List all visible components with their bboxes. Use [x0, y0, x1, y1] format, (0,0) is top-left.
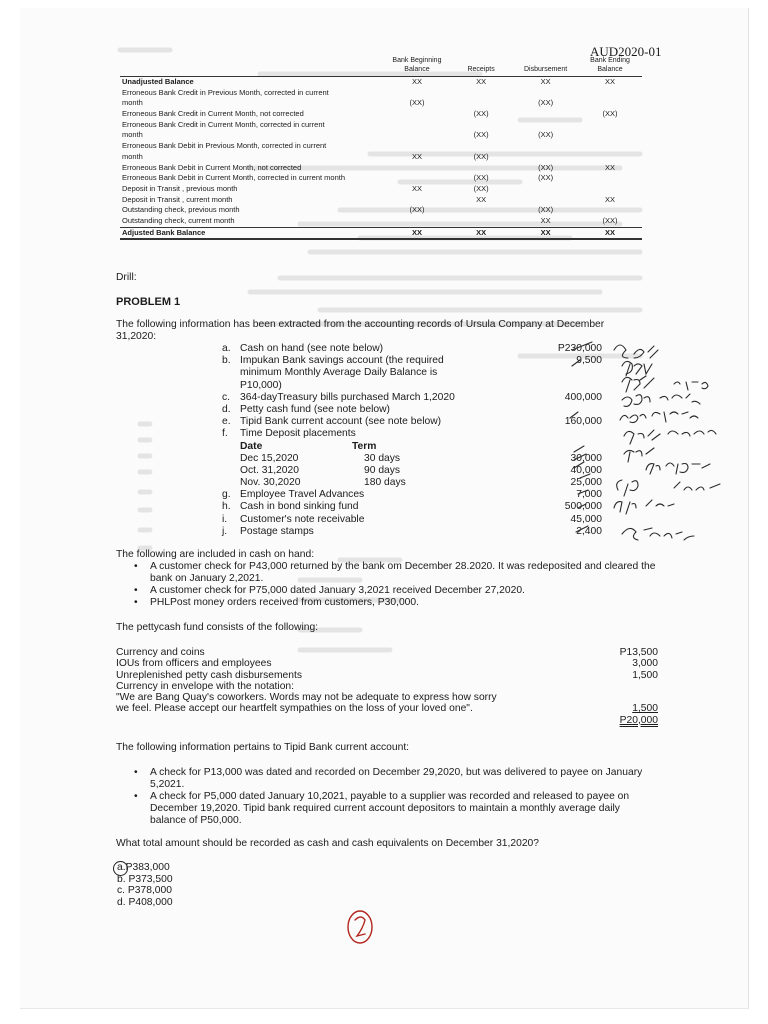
cell	[513, 120, 578, 131]
table-row	[120, 88, 642, 99]
cell	[385, 130, 449, 141]
question: What total amount should be recorded as cash and cash equivalents on December 31,2020?	[116, 838, 540, 849]
table-row	[120, 141, 642, 152]
choice-letter: d.	[117, 897, 126, 909]
list-item: • A check for P5,000 dated January 10,2021, payable to a supplier was recorded and released to payee on December 19,2020. Tipid bank required current account depositors to maintain a monthly average daily balance of P50,000.	[116, 791, 656, 827]
row-label: Erroneous Bank Debit in Current Month, not corrected	[122, 162, 302, 172]
petty-row	[116, 658, 658, 669]
cell: (XX)	[473, 151, 489, 161]
petty-cash-intro: The pettycash fund consists of the following:	[116, 622, 319, 633]
table-row	[120, 77, 642, 88]
item-letter: d.	[222, 403, 231, 415]
bank-reconciliation-table	[120, 56, 642, 240]
red-circled-number	[345, 908, 375, 946]
choice-b[interactable]	[117, 874, 173, 886]
row-label-header	[120, 56, 385, 77]
petty-label: Currency and coins	[116, 647, 205, 658]
petty-cash-list	[116, 647, 658, 726]
item-letter: j.	[222, 525, 228, 537]
cell	[578, 173, 642, 184]
cell: XX	[605, 194, 616, 204]
cell	[385, 173, 449, 184]
item-letter: f.	[222, 428, 228, 440]
petty-amount: 1,500	[632, 703, 658, 715]
term-header: Term	[352, 440, 377, 452]
row-label: Erroneous Bank Credit in Current Month, corrected in current	[122, 119, 325, 129]
cell: XX	[578, 227, 642, 239]
cell: (XX)	[538, 130, 554, 140]
item-label: Impukan Bank savings account (the required	[240, 355, 444, 367]
table-row	[120, 205, 642, 216]
choice-text: P383,000	[125, 862, 170, 873]
item-label: Cash on hand (see note below)	[240, 343, 384, 354]
cell: XX	[513, 227, 578, 239]
cell	[513, 109, 578, 120]
cell: (XX)	[538, 162, 554, 172]
cell	[578, 141, 642, 152]
cash-on-hand-intro: The following are included in cash on hand:	[116, 549, 315, 560]
item-letter: g.	[222, 489, 231, 501]
item-amount: 7,000	[576, 489, 602, 501]
cell: XX	[476, 194, 487, 204]
item-letter: i.	[222, 513, 228, 525]
cell	[513, 152, 578, 163]
deposit-amount: 30,000	[570, 452, 602, 464]
cell	[449, 120, 513, 131]
petty-amount: 3,000	[632, 658, 658, 670]
item-label: Postage stamps	[240, 525, 314, 537]
item-label: 364-dayTreasury bills purchased March 1,2020	[240, 391, 455, 403]
petty-amount: P13,500	[619, 647, 658, 658]
choice-text: P373,500	[128, 873, 173, 885]
check-mark	[572, 342, 592, 350]
item-label: Employee Travel Advances	[240, 489, 365, 501]
cell	[449, 163, 513, 174]
row-label: Erroneous Bank Debit in Current Month, corrected in current month	[122, 173, 346, 183]
cell	[578, 152, 642, 163]
petty-row	[116, 692, 658, 703]
list-item: • A customer check for P43,000 returned by the bank om December 28.2020. It was redeposited and cleared the bank on January 2,2021.	[116, 561, 656, 585]
cell	[449, 141, 513, 152]
problem-intro: The following information has been extracted from the accounting records of Ursula Company at December 31,2020:	[116, 319, 605, 342]
table-row	[120, 152, 642, 163]
item-letter: e.	[222, 416, 231, 428]
cell: XX	[540, 215, 551, 225]
cell: XX	[605, 162, 616, 172]
cell: XX	[385, 77, 449, 88]
cell: (XX)	[473, 130, 489, 140]
petty-total-row	[116, 715, 658, 726]
row-label: Erroneous Bank Credit in Previous Month, corrected in current	[122, 87, 329, 97]
date-header: Date	[240, 440, 263, 452]
item-label: minimum Monthly Average Daily Balance is	[240, 367, 438, 379]
petty-row	[116, 703, 658, 714]
table-row	[120, 216, 642, 227]
cell: (XX)	[538, 205, 554, 215]
row-label: Deposit in Transit , previous month	[122, 183, 238, 193]
choice-letter: c.	[117, 885, 126, 897]
cell	[578, 88, 642, 99]
cell	[578, 98, 642, 109]
cell: (XX)	[602, 215, 618, 225]
choice-letter: b.	[117, 873, 126, 885]
table-row	[120, 195, 642, 206]
row-label: Outstanding check, previous month	[122, 205, 240, 215]
cell: (XX)	[538, 173, 554, 183]
cell	[578, 130, 642, 141]
answer-choices	[117, 862, 173, 909]
cell: (XX)	[473, 183, 489, 193]
cell	[513, 141, 578, 152]
item-amount: 500,000	[564, 501, 602, 513]
item-amount: 45,000	[570, 513, 602, 525]
item-label: Customer's note receivable	[240, 513, 365, 525]
deposit-term: 90 days	[364, 464, 401, 476]
item-label: Time Deposit placements	[240, 428, 356, 440]
table-row	[120, 130, 642, 141]
cell: (XX)	[409, 98, 425, 108]
petty-label: IOUs from officers and employees	[116, 658, 272, 670]
deposit-amount: 40,000	[570, 464, 602, 476]
cell	[513, 195, 578, 206]
cell: (XX)	[473, 109, 489, 119]
deposit-term: 30 days	[364, 452, 401, 464]
choice-text: P378,000	[127, 885, 172, 897]
cell	[578, 184, 642, 195]
petty-row	[116, 647, 658, 658]
list-item: • A customer check for P75,000 dated January 3,2021 received December 27,2020.	[116, 585, 656, 597]
item-letter: c.	[222, 391, 231, 403]
column-header: Receipts	[467, 66, 495, 73]
row-label: Erroneous Bank Debit in Previous Month, corrected in current	[122, 141, 327, 151]
problem-title: PROBLEM 1	[116, 296, 181, 308]
cell: (XX)	[409, 205, 425, 215]
cell: (XX)	[538, 98, 554, 108]
item-label: P10,000)	[240, 379, 282, 391]
item-letter: a.	[222, 343, 231, 354]
table-row	[120, 163, 642, 174]
deposit-amount: 25,000	[570, 477, 602, 489]
petty-row	[116, 670, 658, 681]
table-row	[120, 120, 642, 131]
item-label: Cash in bond sinking fund	[240, 501, 359, 513]
choice-letter: a.	[117, 862, 126, 873]
cell	[449, 98, 513, 109]
item-letter: h.	[222, 501, 231, 513]
row-label: month	[122, 98, 143, 108]
item-amount: 2,400	[576, 525, 602, 537]
row-label: Unadjusted Balance	[120, 77, 385, 88]
cell	[513, 88, 578, 99]
cell	[385, 120, 449, 131]
table-row	[120, 173, 642, 184]
list-item: • A check for P13,000 was dated and recorded on December 29,2020, but was delivered to payee on January 5,2021.	[116, 767, 656, 791]
cell: (XX)	[473, 173, 489, 183]
petty-label: Unreplenished petty cash disbursements	[116, 669, 303, 681]
item-amount: 160,000	[564, 416, 602, 428]
cell	[385, 216, 449, 227]
petty-label: we feel. Please accept our heartfelt sympathies on the loss of your loved one".	[116, 703, 473, 715]
deposit-date: Oct. 31,2020	[240, 464, 299, 476]
tipid-list	[116, 767, 656, 827]
item-amount: 9,500	[576, 355, 602, 367]
deposit-date: Dec 15,2020	[240, 452, 299, 464]
cell	[385, 141, 449, 152]
cell: XX	[513, 77, 578, 88]
table-row-total	[120, 227, 642, 239]
cell	[449, 88, 513, 99]
item-label: Petty cash fund (see note below)	[240, 403, 390, 415]
row-label: Outstanding check, current month	[122, 215, 235, 225]
row-label: Deposit in Transit , current month	[122, 194, 233, 204]
table-row	[120, 109, 642, 120]
cell: (XX)	[602, 109, 618, 119]
cell	[513, 184, 578, 195]
cell	[449, 205, 513, 216]
petty-label: "We are Bang Quay's coworkers. Words may not be adequate to express how sorry	[116, 692, 497, 704]
row-label: Adjusted Bank Balance	[120, 227, 385, 239]
cell	[449, 216, 513, 227]
choice-text: P408,000	[128, 897, 173, 909]
petty-amount: 1,500	[632, 669, 658, 681]
item-letter: b.	[222, 355, 231, 367]
cell: XX	[411, 151, 422, 161]
column-header: Bank Beginning Balance	[392, 57, 442, 73]
item-amount: 400,000	[564, 391, 602, 403]
cell: XX	[578, 77, 642, 88]
table-row	[120, 184, 642, 195]
item-amount: P230,000	[557, 343, 602, 354]
cell	[385, 88, 449, 99]
choice-a[interactable]	[117, 862, 173, 874]
row-label: month	[122, 151, 143, 161]
cell: XX	[385, 227, 449, 239]
row-label: Erroneous Bank Credit in Current Month, not corrected	[122, 109, 304, 119]
petty-total: P20,000	[619, 714, 658, 726]
cell: XX	[449, 77, 513, 88]
column-header: Disbursement	[523, 66, 568, 73]
column-header: Bank Ending Balance	[590, 57, 630, 73]
choice-d[interactable]	[117, 897, 173, 909]
deposit-date: Nov. 30,2020	[240, 477, 301, 489]
row-label: month	[122, 130, 143, 140]
item-label: Tipid Bank current account (see note below)	[240, 416, 442, 428]
handwritten-annotations	[510, 336, 750, 546]
cell: XX	[411, 183, 422, 193]
cell	[385, 163, 449, 174]
tipid-intro: The following information pertains to Tipid Bank current account:	[116, 742, 410, 753]
cash-on-hand-list	[116, 561, 656, 609]
document-code: AUD2020-01	[590, 44, 662, 59]
deposit-term: 180 days	[364, 477, 406, 489]
list-item: • PHLPost money orders received from customers, P30,000.	[116, 597, 656, 609]
drill-label: Drill:	[116, 272, 137, 283]
petty-row	[116, 681, 658, 692]
cell	[385, 195, 449, 206]
table-row	[120, 98, 642, 109]
cell: XX	[449, 227, 513, 239]
petty-label: Currency in envelope with the notation:	[116, 680, 295, 692]
cell	[578, 205, 642, 216]
cell	[578, 120, 642, 131]
choice-c[interactable]	[117, 885, 173, 897]
cell	[385, 109, 449, 120]
